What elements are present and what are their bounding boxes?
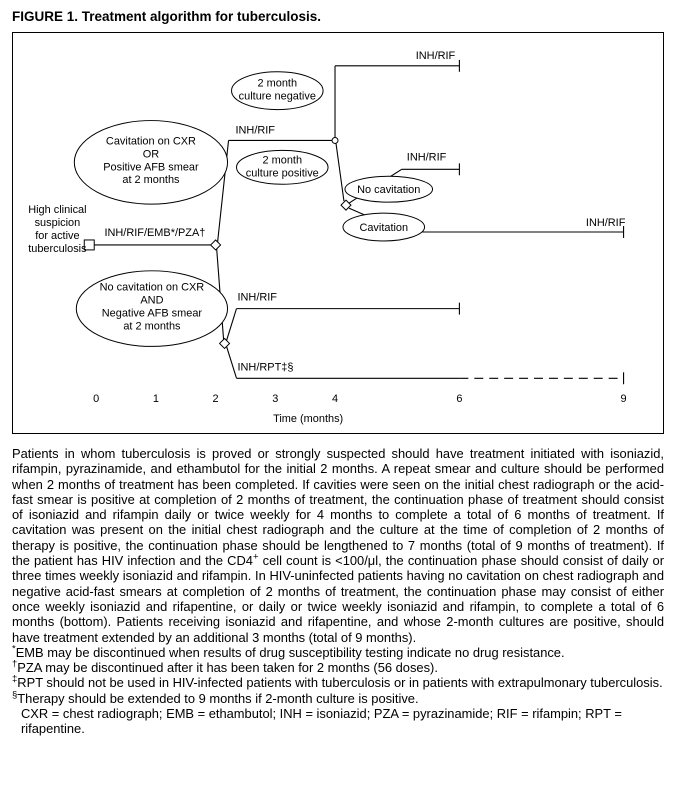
caption-cd4-superscript: +	[252, 551, 259, 563]
caption-body-post: cell count is <100/μl, the continuation phase should consist of daily or three times weekly isoniazid and rifampin. In HIV-uninfected patients having no cavitation on chest radiograph and negative acid-fast smears at completion of 2 months of treatment, the continuation phase may consist of either once weekly isoniazid and rifapentine, or daily or twice weekly isoniazid and rifampin, to complete a total of 6 months (bottom). Patients receiving isoniazid and rifapentine, and whose 2-month cultures are positive, should have treatment extended by an additional 3 months (total of 9 months).	[12, 553, 664, 645]
cavitation-or-smear-line3: Positive AFB smear	[103, 161, 199, 174]
start-condition-line4: tuberculosis	[28, 242, 87, 255]
caption-body	[12, 446, 664, 645]
upper-continuation-label: INH/RIF	[235, 124, 276, 137]
axis-tick-9: 9	[620, 393, 627, 406]
decision-ellipses	[74, 72, 432, 347]
start-condition-label	[28, 204, 87, 255]
axis-tick-0: 0	[93, 393, 100, 406]
culture-negative-line1: 2 month	[257, 77, 298, 90]
footnote-emb-text: EMB may be discontinued when results of drug susceptibility testing indicate no drug resistance.	[15, 644, 565, 660]
time-axis	[93, 393, 626, 425]
month4-node-circle	[332, 137, 338, 143]
culture-negative-line2: culture negative	[238, 90, 316, 103]
start-condition-line3: for active	[35, 229, 80, 242]
axis-label: Time (months)	[273, 413, 344, 426]
start-condition-line2: suspicion	[34, 217, 81, 230]
no-cavitation-and-smear-line2: AND	[140, 294, 164, 307]
axis-tick-1: 1	[152, 393, 159, 406]
figure-caption	[12, 446, 664, 737]
cavitation-label: Cavitation	[359, 222, 409, 235]
abbreviations: CXR = chest radiograph; EMB = ethambutol; INH = isoniazid; PZA = pyrazinamide; RIF = rifampin; RPT = rifapentine.	[21, 706, 622, 737]
axis-tick-6: 6	[456, 393, 463, 406]
diagram-box	[12, 32, 664, 434]
footnote-rpt	[12, 675, 664, 690]
axis-tick-3: 3	[272, 393, 279, 406]
lower-inhrif-diagonal	[227, 309, 237, 341]
cavitation-or-smear-line4: at 2 months	[122, 174, 180, 187]
lower-branch-diamond	[220, 338, 230, 348]
culture-positive-line1: 2 month	[262, 154, 303, 167]
culture-positive-diagonal	[336, 143, 344, 201]
footnote-therapy	[12, 691, 664, 706]
footnote-rpt-marker: ‡	[12, 674, 18, 686]
no-cavitation-label: No cavitation	[357, 184, 421, 197]
footnote-pza-text: PZA may be discontinued after it has been taken for 2 months (56 doses).	[17, 660, 438, 676]
rifapentine-regimen-label: INH/RPT‡§	[237, 361, 294, 374]
cavitation-or-smear-line1: Cavitation on CXR	[105, 135, 196, 148]
footnote-pza	[12, 660, 664, 675]
no-cavitation-regimen-label: INH/RIF	[406, 151, 447, 164]
axis-tick-2: 2	[212, 393, 219, 406]
start-condition-line1: High clinical	[28, 204, 87, 217]
month2-branch-diamond	[211, 240, 221, 250]
initial-regimen-label: INH/RIF/EMB*/PZA†	[104, 226, 206, 239]
caption-body-pre: Patients in whom tuberculosis is proved or strongly suspected should have treatment initiated with isoniazid, rifampin, pyrazinamide, and ethambutol for the initial 2 months. A repeat smear and culture should be performed when 2 months of treatment has been completed. If cavities were seen on the initial chest radiograph or the acid-fast smear is positive at completion of 2 months of treatment, the continuation phase of treatment should consist of isoniazid and rifampin daily or twice weekly for 4 months to complete a total of 6 months of treatment. If cavitation was present on the initial chest radiograph and the culture at the time of completion of 2 months of therapy is positive, the continuation phase should be lengthened to 7 months (total of 9 months of treatment). If the patient has HIV infection and the CD4	[12, 446, 664, 569]
cavitation-or-smear-line2: OR	[142, 148, 160, 161]
no-cavitation-and-smear-line4: at 2 months	[123, 320, 181, 333]
footnote-emb	[12, 645, 664, 660]
no-cavitation-and-smear-line1: No cavitation on CXR	[99, 281, 205, 294]
footnote-emb-marker: *	[12, 643, 16, 655]
culture-positive-line2: culture positive	[245, 167, 319, 180]
footnote-rpt-text: RPT should not be used in HIV-infected patients with tuberculosis or in patients with extrapulmonary tuberculosis.	[17, 675, 663, 691]
lower-continuation-label: INH/RIF	[237, 291, 278, 304]
figure-title: FIGURE 1. Treatment algorithm for tuberculosis.	[12, 9, 322, 24]
cavitation-regimen-label: INH/RIF	[585, 217, 626, 230]
inhrpt-diagonal	[227, 346, 237, 378]
axis-tick-4: 4	[331, 393, 339, 406]
footnote-therapy-marker: §	[12, 689, 18, 701]
no-cavitation-and-smear-line3: Negative AFB smear	[101, 307, 203, 320]
footnote-pza-marker: †	[12, 658, 18, 670]
culture-negative-regimen-label: INH/RIF	[415, 49, 456, 62]
treatment-algorithm-diagram	[13, 33, 663, 433]
footnote-therapy-text: Therapy should be extended to 9 months if 2-month culture is positive.	[17, 690, 419, 706]
